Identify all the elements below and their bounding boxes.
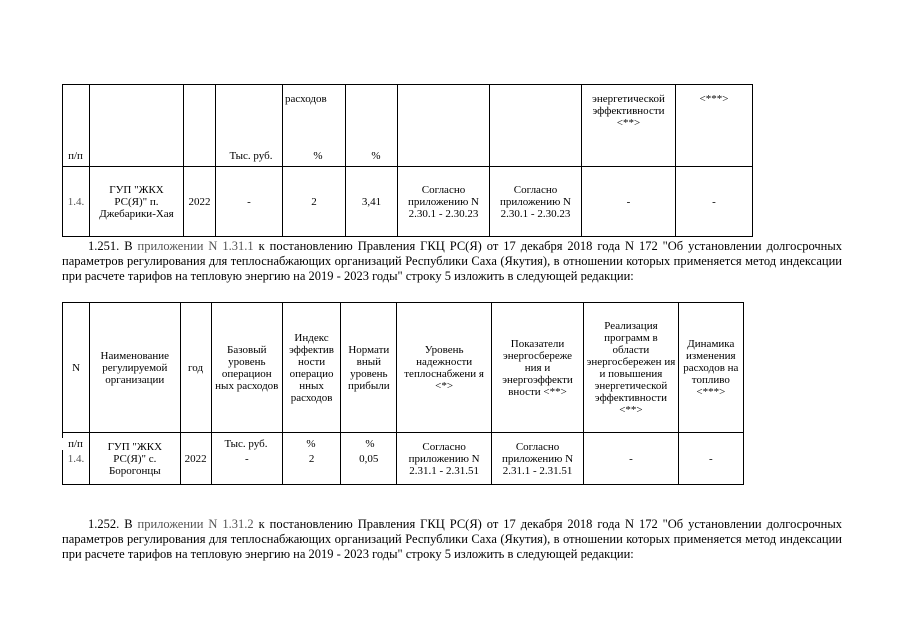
t2-row-profit: 0,05 [341,433,397,485]
paragraph-1251 [62,239,842,284]
t2-h-org: Наименование регулируемой организации [90,303,180,433]
t2-row-fuel: - [678,433,743,485]
t2-h-energy: Показатели энергосбереже ния и энергоэффекти вности <**> [491,303,583,433]
t1-h-9: <***> [676,85,753,167]
t1-unit-pct2: % [371,150,381,162]
t2-row-org: ГУП "ЖКХ РС(Я)" с. Борогонцы [90,433,180,485]
t2-row-index: 2 [282,433,340,485]
para1-link[interactable]: приложении N 1.31.1 [137,239,254,253]
t1-unit-rub: Тыс. руб. [229,150,273,162]
paragraph-1252 [62,517,842,562]
t1-row-reliability: Согласно приложению N 2.30.1 - 2.30.23 [398,167,490,237]
t2-h-num [63,303,90,433]
t1-h-4: расходов [283,85,346,167]
table-1-header-row [63,85,753,167]
t2-h-reliability: Уровень надежности теплоснабжени я <*> [397,303,491,433]
t2-h-year: год [180,303,211,433]
t2-row-num: 1.4. [63,433,90,485]
t2-row-reliability: Согласно приложению N 2.31.1 - 2.31.51 [397,433,491,485]
t1-h-1 [90,85,184,167]
t1-h-8: энергетической эффективности <**> [582,85,676,167]
t1-row-fuel: - [676,167,753,237]
t1-row-year: 2022 [184,167,216,237]
t1-row-index: 2 [283,167,346,237]
table-2 [62,302,744,485]
t2-row-programs: - [584,433,678,485]
t1-h-6 [398,85,490,167]
t1-row-profit: 3,41 [346,167,398,237]
table-2-header-row [63,303,744,433]
t2-h-num-text: N [72,361,81,374]
t2-h-profit: Нормати вный уровень прибыли [341,303,397,433]
t2-unit-rub: Тыс. руб. [213,438,279,450]
t1-row-org: ГУП "ЖКХ РС(Я)" п. Джебарики-Хая [90,167,184,237]
t1-row-num: 1.4. [63,167,90,237]
t2-h-index: Индекс эффектив ности операцио нных расходов [282,303,340,433]
para2-link[interactable]: приложении N 1.31.2 [137,517,254,531]
t2-unit-pct2: % [345,438,395,450]
para2-text: к постановлению Правления ГКЦ РС(Я) от 17 декабря 2018 года N 172 "Об установлении долгосрочных параметров регулирования для теплоснабжающих организаций Республики Саха (Якутия), в отношении которых применяется метод индексации при расчете тарифов на тепловую энергию на 2019 - 2023 годы" строку 5 изложить в следующей редакции: [62,517,842,561]
para1-prefix: 1.251. В [88,239,138,253]
t1-unit-pp: п/п [68,150,83,162]
t1-row-energy: Согласно приложению N 2.30.1 - 2.30.23 [490,167,582,237]
table-1-data-row [63,167,753,237]
t1-h-7 [490,85,582,167]
t1-h-2 [184,85,216,167]
table-1 [62,84,753,237]
t2-row-base: - [211,433,282,485]
t1-row-programs: - [582,167,676,237]
para2-prefix: 1.252. В [88,517,138,531]
t1-row-base: - [216,167,283,237]
t2-unit-pct1: % [286,438,336,450]
t2-row-energy: Согласно приложению N 2.31.1 - 2.31.51 [491,433,583,485]
t2-unit-pp: п/п [62,438,89,450]
para1-text: к постановлению Правления ГКЦ РС(Я) от 17 декабря 2018 года N 172 "Об установлении долгосрочных параметров регулирования для теплоснабжающих организаций Республики Саха (Якутия), в отношении которых применяется метод индексации при расчете тарифов на тепловую энергию на 2019 - 2023 годы" строку 5 изложить в следующей редакции: [62,239,842,283]
t2-h-base: Базовый уровень операцион ных расходов [211,303,282,433]
t2-h-fuel: Динамика изменения расходов на топливо <***> [678,303,743,433]
t2-row-year: 2022 [180,433,211,485]
t1-unit-pct1: % [313,150,323,162]
t2-h-programs: Реализация программ в области энергосбережен ия и повышения энергетической эффективности <**> [584,303,678,433]
table-2-data-row [63,433,744,485]
